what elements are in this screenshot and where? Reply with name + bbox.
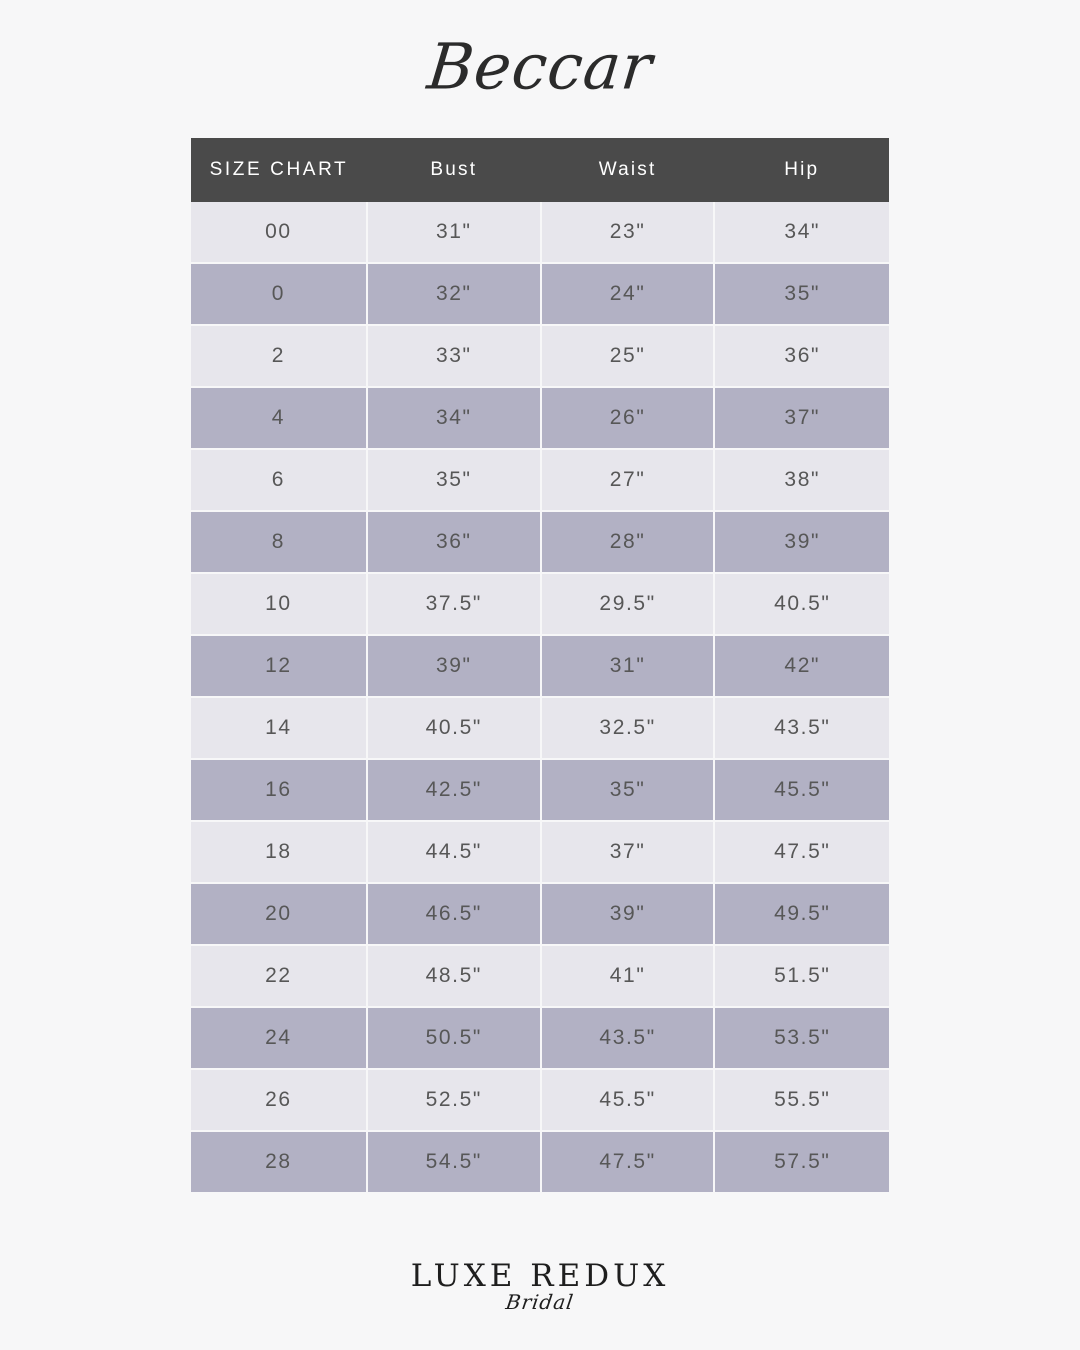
footer [0, 1258, 1080, 1314]
size-cell: 00 [191, 202, 367, 263]
hip-cell: 43.5" [714, 697, 889, 759]
size-chart-table-wrap [191, 138, 889, 1194]
table-header [191, 138, 889, 202]
size-cell: 0 [191, 263, 367, 325]
waist-cell: 23" [541, 202, 715, 263]
size-cell: 14 [191, 697, 367, 759]
waist-cell: 43.5" [541, 1007, 715, 1069]
size-cell: 8 [191, 511, 367, 573]
size-cell: 26 [191, 1069, 367, 1131]
table-row [191, 202, 889, 263]
table-body [191, 202, 889, 1193]
waist-cell: 29.5" [541, 573, 715, 635]
hip-cell: 47.5" [714, 821, 889, 883]
size-cell: 28 [191, 1131, 367, 1193]
table-row [191, 635, 889, 697]
bust-cell: 50.5" [367, 1007, 541, 1069]
table-row [191, 263, 889, 325]
column-header-waist: Waist [541, 138, 715, 202]
waist-cell: 26" [541, 387, 715, 449]
hip-cell: 51.5" [714, 945, 889, 1007]
size-cell: 10 [191, 573, 367, 635]
table-row [191, 325, 889, 387]
footer-logo-sub: Bridal [504, 1290, 576, 1314]
hip-cell: 36" [714, 325, 889, 387]
waist-cell: 41" [541, 945, 715, 1007]
table-row [191, 759, 889, 821]
hip-cell: 49.5" [714, 883, 889, 945]
size-cell: 22 [191, 945, 367, 1007]
bust-cell: 40.5" [367, 697, 541, 759]
table-row [191, 573, 889, 635]
column-header-bust: Bust [367, 138, 541, 202]
brand-header [0, 18, 1080, 114]
waist-cell: 35" [541, 759, 715, 821]
table-row [191, 1069, 889, 1131]
size-cell: 12 [191, 635, 367, 697]
bust-cell: 52.5" [367, 1069, 541, 1131]
bust-cell: 33" [367, 325, 541, 387]
table-row [191, 387, 889, 449]
table-row [191, 697, 889, 759]
size-cell: 20 [191, 883, 367, 945]
hip-cell: 34" [714, 202, 889, 263]
hip-cell: 53.5" [714, 1007, 889, 1069]
table-header-row [191, 138, 889, 202]
waist-cell: 27" [541, 449, 715, 511]
waist-cell: 37" [541, 821, 715, 883]
waist-cell: 39" [541, 883, 715, 945]
table-row [191, 511, 889, 573]
bust-cell: 39" [367, 635, 541, 697]
hip-cell: 35" [714, 263, 889, 325]
bust-cell: 35" [367, 449, 541, 511]
bust-cell: 32" [367, 263, 541, 325]
footer-logo-main: LUXE REDUX [410, 1258, 670, 1294]
column-header-size: SIZE CHART [191, 138, 367, 202]
waist-cell: 31" [541, 635, 715, 697]
table-row [191, 1131, 889, 1193]
hip-cell: 37" [714, 387, 889, 449]
size-cell: 6 [191, 449, 367, 511]
table-row [191, 821, 889, 883]
hip-cell: 38" [714, 449, 889, 511]
size-cell: 24 [191, 1007, 367, 1069]
table-row [191, 945, 889, 1007]
size-cell: 4 [191, 387, 367, 449]
bust-cell: 54.5" [367, 1131, 541, 1193]
hip-cell: 39" [714, 511, 889, 573]
bust-cell: 34" [367, 387, 541, 449]
hip-cell: 40.5" [714, 573, 889, 635]
bust-cell: 37.5" [367, 573, 541, 635]
brand-logo: Beccar [423, 28, 657, 104]
table-row [191, 1007, 889, 1069]
hip-cell: 57.5" [714, 1131, 889, 1193]
bust-cell: 31" [367, 202, 541, 263]
waist-cell: 45.5" [541, 1069, 715, 1131]
hip-cell: 55.5" [714, 1069, 889, 1131]
waist-cell: 28" [541, 511, 715, 573]
waist-cell: 25" [541, 325, 715, 387]
bust-cell: 36" [367, 511, 541, 573]
hip-cell: 42" [714, 635, 889, 697]
bust-cell: 48.5" [367, 945, 541, 1007]
size-cell: 18 [191, 821, 367, 883]
size-cell: 16 [191, 759, 367, 821]
bust-cell: 44.5" [367, 821, 541, 883]
table-row [191, 883, 889, 945]
waist-cell: 32.5" [541, 697, 715, 759]
bust-cell: 46.5" [367, 883, 541, 945]
bust-cell: 42.5" [367, 759, 541, 821]
size-chart-table [191, 138, 889, 1194]
waist-cell: 47.5" [541, 1131, 715, 1193]
waist-cell: 24" [541, 263, 715, 325]
column-header-hip: Hip [714, 138, 889, 202]
table-row [191, 449, 889, 511]
size-cell: 2 [191, 325, 367, 387]
hip-cell: 45.5" [714, 759, 889, 821]
